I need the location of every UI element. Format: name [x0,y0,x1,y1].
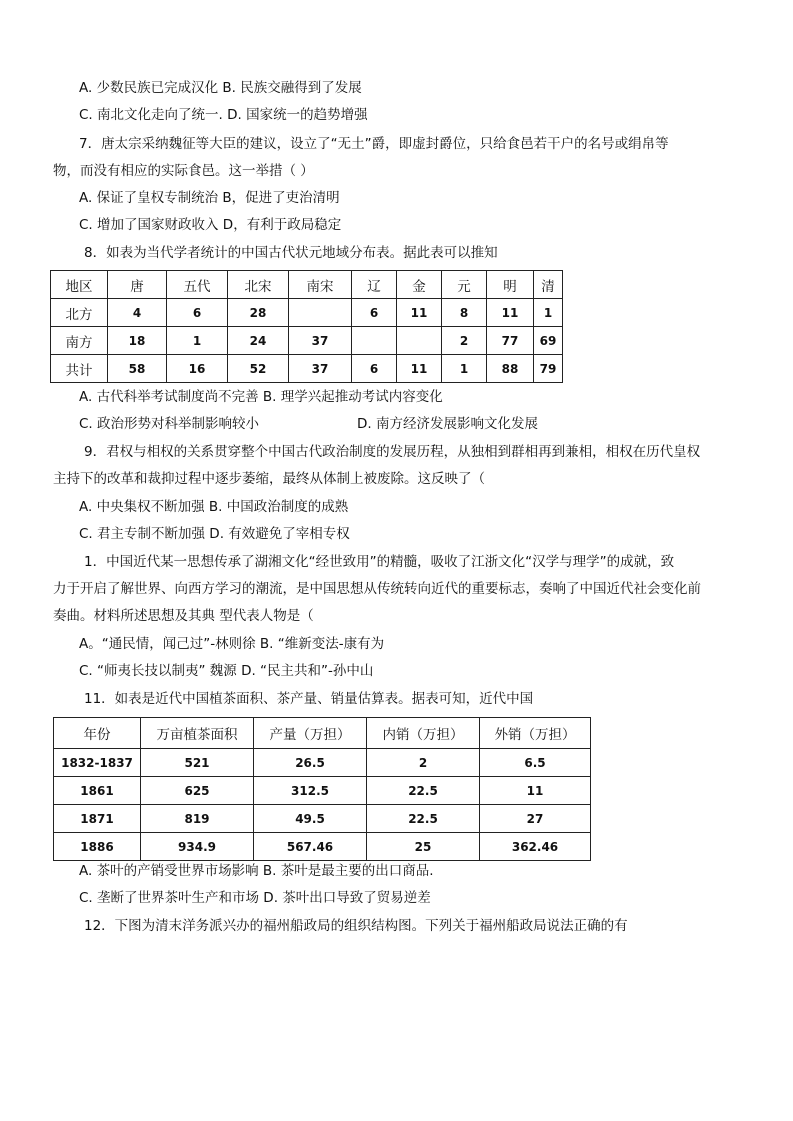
q9-options-ab: A. 中央集权不断加强 B. 中国政治制度的成熟 [79,499,349,515]
table-header-cell: 年份 [54,718,141,749]
q7-stem-line-2: 物，而没有相应的实际食邑。这一举措（ ） [53,163,314,179]
table-cell: 362.46 [480,833,591,861]
table-cell: 934.9 [141,833,254,861]
table-cell: 16 [167,355,228,383]
table-cell: 2 [367,749,480,777]
table-cell [352,327,397,355]
table-cell: 312.5 [254,777,367,805]
table-cell: 1832-1837 [54,749,141,777]
q12-stem: 12．下图为清末洋务派兴办的福州船政局的组织结构图。下列关于福州船政局说法正确的有 [84,918,628,934]
table-cell: 27 [480,805,591,833]
table-cell: 1886 [54,833,141,861]
table-cell: 69 [534,327,563,355]
table-cell: 6 [167,299,228,327]
table-cell: 22.5 [367,777,480,805]
table-cell: 79 [534,355,563,383]
table-header-cell: 元 [442,271,487,299]
table-header-cell: 万亩植茶面积 [141,718,254,749]
q6-options-cd: C. 南北文化走向了统一. D. 国家统一的趋势增强 [79,107,368,123]
table-row [51,327,563,355]
table-cell: 24 [228,327,289,355]
table-cell: 37 [289,355,352,383]
table-cell: 11 [480,777,591,805]
table-cell: 521 [141,749,254,777]
table-header-cell: 金 [397,271,442,299]
table-cell: 1861 [54,777,141,805]
table-cell: 1 [534,299,563,327]
q10-stem-line-3: 奏曲。材料所述思想及其典 型代表人物是（ [53,608,314,624]
table-cell: 26.5 [254,749,367,777]
table-header-cell: 外销（万担） [480,718,591,749]
q7-options-cd: C. 增加了国家财政收入 D，有利于政局稳定 [79,217,342,233]
table-cell: 6.5 [480,749,591,777]
table-header-cell: 内销（万担） [367,718,480,749]
table-cell: 22.5 [367,805,480,833]
table-header-cell: 五代 [167,271,228,299]
table-cell: 1 [167,327,228,355]
table-cell: 77 [487,327,534,355]
q11-stem: 11．如表是近代中国植茶面积、茶产量、销量估算表。据表可知，近代中国 [84,691,534,707]
table-row [51,355,563,383]
table-cell: 58 [108,355,167,383]
table-cell: 1871 [54,805,141,833]
zhuangyuan-distribution-table [50,270,563,383]
table-cell: 25 [367,833,480,861]
table-cell: 28 [228,299,289,327]
q6-options-ab: A. 少数民族已完成汉化 B. 民族交融得到了发展 [79,80,362,96]
q9-stem-line-2: 主持下的改革和裁抑过程中逐步萎缩，最终从体制上被废除。这反映了（ [53,471,485,487]
table-header-cell: 唐 [108,271,167,299]
table-cell: 4 [108,299,167,327]
table-cell: 88 [487,355,534,383]
table-cell [397,327,442,355]
table-cell: 819 [141,805,254,833]
table-header-cell: 辽 [352,271,397,299]
q8-option-d: D. 南方经济发展影响文化发展 [357,416,538,432]
table-header-row [51,271,563,299]
q9-stem-line-1: 9．君权与相权的关系贯穿整个中国古代政治制度的发展历程，从独相到群相再到兼相，相权在历代皇权 [84,444,701,460]
tea-production-table [53,717,591,861]
table-cell: 1 [442,355,487,383]
q7-stem-line-1: 7．唐太宗采纳魏征等大臣的建议，设立了“无土”爵，即虚封爵位，只给食邑若干户的名号或绢帛等 [79,136,669,152]
table-cell: 49.5 [254,805,367,833]
table-header-cell: 清 [534,271,563,299]
q8-options-ab: A. 古代科举考试制度尚不完善 B. 理学兴起推动考试内容变化 [79,389,443,405]
table-cell: 6 [352,299,397,327]
table-cell: 11 [487,299,534,327]
table-header-cell: 南宋 [289,271,352,299]
table-cell: 11 [397,355,442,383]
q10-stem-line-1: 1．中国近代某一思想传承了湖湘文化“经世致用”的精髓，吸收了江浙文化“汉学与理学”的成就，致 [84,554,675,570]
table-cell: 8 [442,299,487,327]
table-cell: 37 [289,327,352,355]
table-cell: 52 [228,355,289,383]
q7-options-ab: A. 保证了皇权专制统治 B，促进了吏治清明 [79,190,340,206]
q8-stem: 8．如表为当代学者统计的中国古代状元地域分布表。据此表可以推知 [84,245,498,261]
table-cell [289,299,352,327]
table-header-cell: 北宋 [228,271,289,299]
q8-options-cd [79,414,538,434]
table-row [54,833,591,861]
table-header-cell: 明 [487,271,534,299]
q8-option-c: C. 政治形势对科举制影响较小 [79,416,260,432]
table-cell: 2 [442,327,487,355]
table-cell: 625 [141,777,254,805]
table-cell: 南方 [51,327,108,355]
table-cell: 11 [397,299,442,327]
table-header-cell: 产量（万担） [254,718,367,749]
table-header-row [54,718,591,749]
q11-options-ab: A. 茶叶的产销受世界市场影响 B. 茶叶是最主要的出口商品. [79,863,434,879]
q10-stem-line-2: 力于开启了解世界、向西方学习的潮流，是中国思想从传统转向近代的重要标志，奏响了中国近代社会变化前 [53,581,701,597]
table-row [54,777,591,805]
table-cell: 共计 [51,355,108,383]
table-cell: 6 [352,355,397,383]
table-row [51,299,563,327]
table-row [54,805,591,833]
table-header-cell: 地区 [51,271,108,299]
table-cell: 北方 [51,299,108,327]
q9-options-cd: C. 君主专制不断加强 D. 有效避免了宰相专权 [79,526,350,542]
table-row [54,749,591,777]
table-cell: 567.46 [254,833,367,861]
q10-options-ab: A。“通民情，闻己过”-林则徐 B. “维新变法-康有为 [79,636,385,652]
table-cell: 18 [108,327,167,355]
q11-options-cd: C. 垄断了世界茶叶生产和市场 D. 茶叶出口导致了贸易逆差 [79,890,431,906]
q10-options-cd: C. “师夷长技以制夷” 魏源 D. “民主共和”-孙中山 [79,663,374,679]
